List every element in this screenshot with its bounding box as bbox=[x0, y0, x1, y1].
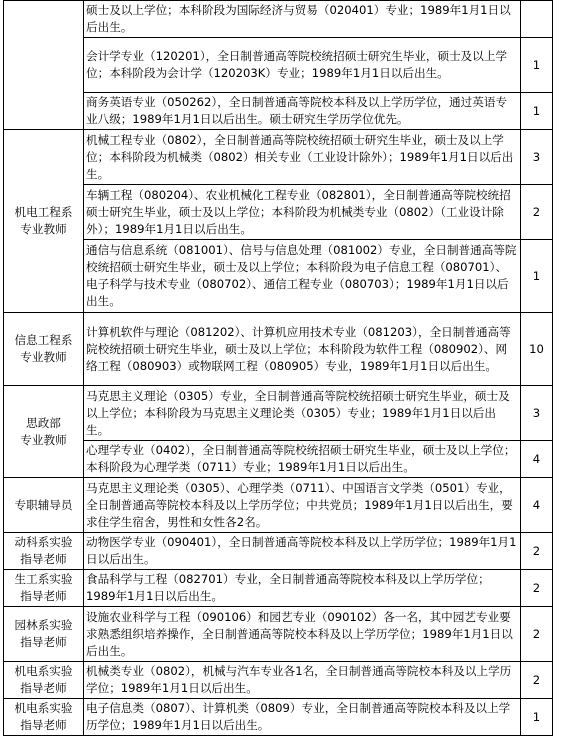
recruitment-table-page bbox=[3, 0, 558, 737]
table-row bbox=[4, 441, 553, 478]
requirement-cell: 商务英语专业（050262），全日制普通高等院校本科及以上学历学位，通过英语专业八级；1989年1月1日以后出生。硕士研究生学历学位优先。 bbox=[84, 93, 521, 130]
table-row bbox=[4, 570, 553, 607]
table-row bbox=[4, 313, 553, 386]
table-row bbox=[4, 386, 553, 441]
headcount-cell: 2 bbox=[521, 533, 553, 570]
requirement-cell: 硕士及以上学位；本科阶段为国际经济与贸易（020401）专业；1989年1月1日以后出生。 bbox=[84, 1, 521, 38]
requirement-cell: 机械类专业（0802），机械与汽车专业各1名，全日制普通高等院校本科及以上学历学位；1989年1月1日以后出生。 bbox=[84, 662, 521, 699]
table-row bbox=[4, 38, 553, 93]
recruitment-table bbox=[3, 0, 553, 736]
headcount-cell: 2 bbox=[521, 607, 553, 662]
headcount-cell: 1 bbox=[521, 38, 553, 93]
table-row bbox=[4, 607, 553, 662]
headcount-cell bbox=[521, 1, 553, 38]
department-cell: 生工系实验 指导老师 bbox=[4, 570, 84, 607]
table-row bbox=[4, 130, 553, 185]
requirement-cell: 心理学专业（0402），全日制普通高等院校统招硕士研究生毕业，硕士及以上学位；本科阶段为心理学类（0711）专业；1989年1月1日以后出生。 bbox=[84, 441, 521, 478]
table-row bbox=[4, 533, 553, 570]
department-cell: 园林系实验 指导老师 bbox=[4, 607, 84, 662]
requirement-cell: 电子信息类（0807）、计算机类（0809）专业，全日制普通高等院校本科及以上学历学位；1989年1月1日以后出生。 bbox=[84, 699, 521, 736]
headcount-cell: 4 bbox=[521, 441, 553, 478]
headcount-cell: 1 bbox=[521, 699, 553, 736]
department-cell: 机电系实验 指导老师 bbox=[4, 699, 84, 736]
table-row bbox=[4, 185, 553, 240]
requirement-cell: 食品科学与工程（082701）专业，全日制普通高等院校本科及以上学历学位；1989年1月1日以后出生。 bbox=[84, 570, 521, 607]
table-row bbox=[4, 93, 553, 130]
department-cell: 信息工程系 专业教师 bbox=[4, 313, 84, 386]
department-cell: 动科系实验 指导老师 bbox=[4, 533, 84, 570]
requirement-cell: 设施农业科学与工程（090106）和园艺专业（090102）各一名，其中园艺专业要求熟悉组织培养操作，全日制普通高等院校本科及以上学历学位；1989年1月1日以后出生。 bbox=[84, 607, 521, 662]
headcount-cell: 3 bbox=[521, 130, 553, 185]
requirement-cell: 通信与信息系统（081001）、信号与信息处理（081002）专业，全日制普通高等院校统招硕士研究生毕业，硕士及以上学位；本科阶段为电子信息工程（080701）、电子科学与技术专业（080702）、通信工程专业（080703）；1989年1月1日以后出生。 bbox=[84, 240, 521, 313]
requirement-cell: 机械工程专业（0802），全日制普通高等院校统招硕士研究生毕业，硕士及以上学位；本科阶段为机械类（0802）相关专业（工业设计除外）；1989年1月1日以后出生。 bbox=[84, 130, 521, 185]
headcount-cell: 10 bbox=[521, 313, 553, 386]
department-cell: 机电系实验 指导老师 bbox=[4, 662, 84, 699]
department-cell bbox=[4, 1, 84, 130]
requirement-cell: 车辆工程（080204）、农业机械化工程专业（082801），全日制普通高等院校统招硕士研究生毕业，硕士及以上学位；本科阶段为机械类专业（0802）（工业设计除外）；1989年1月1日以后出生。 bbox=[84, 185, 521, 240]
requirement-cell: 计算机软件与理论（081202）、计算机应用技术专业（081203），全日制普通高等院校统招硕士研究生毕业，硕士及以上学位；本科阶段为软件工程（080902）、网络工程（080903）或物联网工程（080905）专业，1989年1月1日以后出生。 bbox=[84, 313, 521, 386]
department-cell: 专职辅导员 bbox=[4, 478, 84, 533]
table-row bbox=[4, 240, 553, 313]
table-row bbox=[4, 478, 553, 533]
department-cell: 机电工程系 专业教师 bbox=[4, 130, 84, 313]
table-row bbox=[4, 662, 553, 699]
table-row bbox=[4, 1, 553, 38]
department-cell: 思政部 专业教师 bbox=[4, 386, 84, 478]
requirement-cell: 马克思主义理论（0305）专业，全日制普通高等院校统招硕士研究生毕业，硕士及以上学位；本科阶段为马克思主义理论类（0305）专业；1989年1月1日以后出生。 bbox=[84, 386, 521, 441]
headcount-cell: 3 bbox=[521, 386, 553, 441]
requirement-cell: 马克思主义理论类（0305）、心理学类（0711）、中国语言文学类（0501）专业，全日制普通高等院校本科及以上学历学位；中共党员；1989年1月1日以后出生，要求住学生宿舍，男性和女性各2名。 bbox=[84, 478, 521, 533]
headcount-cell: 2 bbox=[521, 570, 553, 607]
headcount-cell: 1 bbox=[521, 240, 553, 313]
headcount-cell: 1 bbox=[521, 93, 553, 130]
headcount-cell: 4 bbox=[521, 478, 553, 533]
requirement-cell: 会计学专业（120201），全日制普通高等院校统招硕士研究生毕业，硕士及以上学位；本科阶段为会计学（120203K）专业；1989年1月1日以后出生。 bbox=[84, 38, 521, 93]
headcount-cell: 2 bbox=[521, 662, 553, 699]
headcount-cell: 2 bbox=[521, 185, 553, 240]
requirement-cell: 动物医学专业（090401），全日制普通高等院校本科及以上学历学位；1989年1月1日以后出生。 bbox=[84, 533, 521, 570]
table-row bbox=[4, 699, 553, 736]
